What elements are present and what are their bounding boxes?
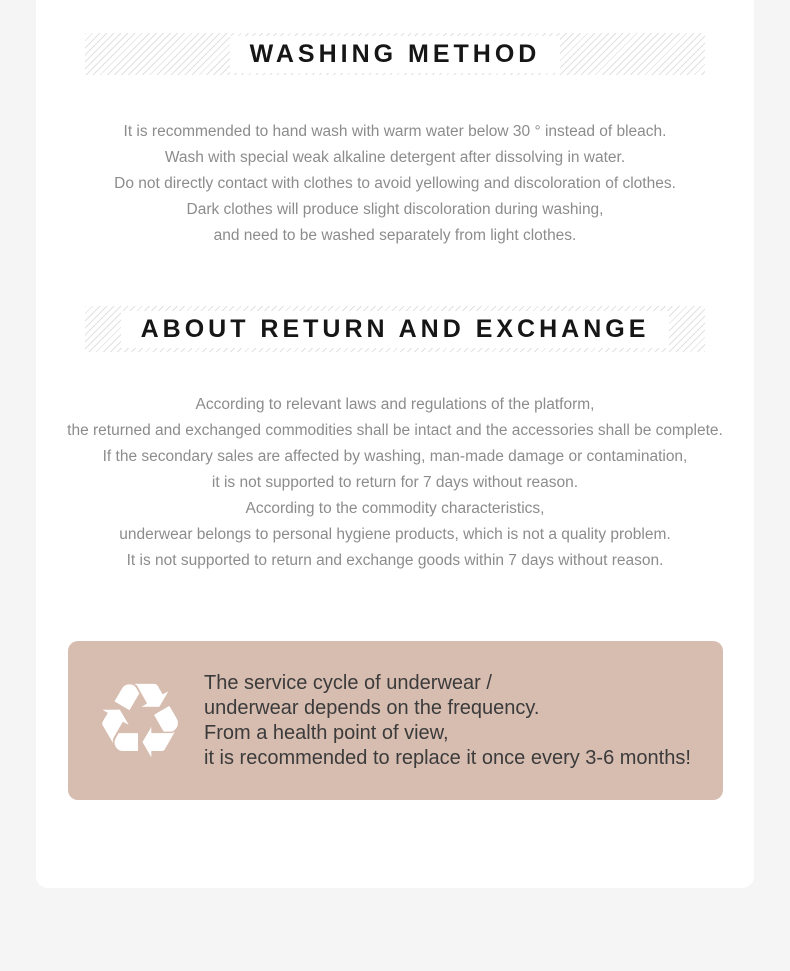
return-line: If the secondary sales are affected by washing, man-made damage or contamination, [102, 448, 688, 465]
notice-text [204, 671, 691, 771]
return-line: it is not supported to return for 7 days without reason. [211, 474, 579, 491]
notice-line: The service cycle of underwear / [204, 671, 492, 694]
return-exchange-paragraph [36, 392, 754, 574]
washing-method-paragraph [36, 119, 754, 249]
return-line: It is not supported to return and exchange goods within 7 days without reason. [126, 552, 664, 569]
notice-line: it is recommended to replace it once every 3-6 months! [204, 746, 691, 769]
return-line: According to relevant laws and regulations of the platform, [195, 396, 595, 413]
recycle-icon [84, 659, 196, 782]
return-exchange-title: ABOUT RETURN AND EXCHANGE [121, 311, 670, 348]
washing-method-header-band [85, 33, 705, 75]
notice-line: From a health point of view, [204, 721, 449, 744]
product-detail-card [36, 0, 754, 888]
return-line: underwear belongs to personal hygiene products, which is not a quality problem. [119, 526, 671, 543]
washing-line: and need to be washed separately from light clothes. [213, 227, 577, 244]
washing-line: Do not directly contact with clothes to avoid yellowing and discoloration of clothes. [114, 175, 676, 192]
return-exchange-header-band [85, 306, 705, 352]
return-line: According to the commodity characteristics, [245, 500, 545, 517]
return-line: the returned and exchanged commodities shall be intact and the accessories shall be complete. [67, 422, 723, 439]
recycle-icon-glyph: ♻ [93, 659, 187, 782]
washing-method-title: WASHING METHOD [230, 36, 561, 73]
washing-line: Wash with special weak alkaline detergent after dissolving in water. [164, 149, 626, 166]
replacement-notice-box [68, 641, 723, 800]
notice-line: underwear depends on the frequency. [204, 696, 540, 719]
washing-line: Dark clothes will produce slight discoloration during washing, [186, 201, 604, 218]
washing-line: It is recommended to hand wash with warm water below 30 ° instead of bleach. [123, 123, 667, 140]
